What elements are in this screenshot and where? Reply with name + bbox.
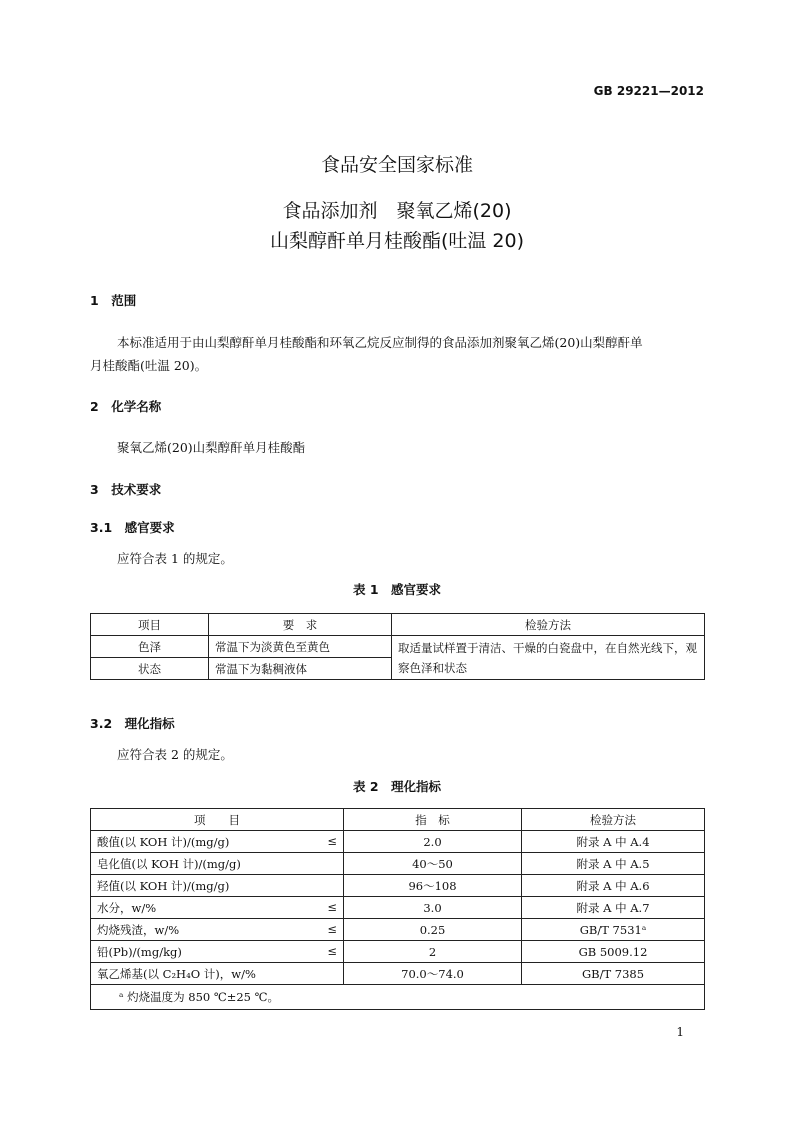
item-label: 灼烧残渣，w/% (97, 922, 180, 937)
table-cell (91, 853, 344, 875)
item-label: 酸值(以 KOH 计)/(mg/g) (97, 834, 230, 849)
table-header-cell: 指 标 (344, 809, 522, 831)
section-2-heading: 2 化学名称 (90, 399, 162, 414)
doc-title-line3: 山梨醇酐单月桂酸酯(吐温 20) (269, 230, 525, 252)
table-cell: 0.25 (344, 919, 522, 941)
table-row (91, 636, 705, 658)
table-row (91, 831, 705, 853)
item-label: 铅(Pb)/(mg/kg) (97, 944, 182, 959)
section-1-heading: 1 范围 (90, 293, 137, 308)
table-cell: 附录 A 中 A.7 (522, 897, 705, 919)
section-3-heading: 3 技术要求 (90, 482, 162, 497)
table-header-cell: 项目 (91, 614, 209, 636)
le-sign: ≤ (327, 943, 337, 958)
table-row (91, 897, 705, 919)
item-label: 皂化值(以 KOH 计)/(mg/g) (97, 856, 241, 871)
table-cell: 附录 A 中 A.5 (522, 853, 705, 875)
table-row (91, 919, 705, 941)
section-2-paragraph: 聚氧乙烯(20)山梨醇酐单月桂酸酯 (117, 440, 306, 455)
table-header-cell: 检验方法 (392, 614, 705, 636)
table-cell (91, 875, 344, 897)
table-2 (90, 808, 705, 1010)
section-3-2-paragraph: 应符合表 2 的规定。 (117, 747, 233, 762)
table-cell: GB 5009.12 (522, 941, 705, 963)
table-footnote-row (91, 985, 705, 1010)
table-cell-method: 取适量试样置于清洁、干燥的白瓷盘中，在自然光线下，观察色泽和状态 (392, 636, 705, 680)
table-cell: 96～108 (344, 875, 522, 897)
table-row (91, 875, 705, 897)
table-cell: GB/T 7385 (522, 963, 705, 985)
table-1-caption: 表 1 感官要求 (352, 582, 442, 597)
section-3-1-paragraph: 应符合表 1 的规定。 (117, 551, 233, 566)
table-cell: GB/T 7531ᵃ (522, 919, 705, 941)
table-2-caption: 表 2 理化指标 (352, 779, 442, 794)
doc-title-line1: 食品安全国家标准 (320, 154, 473, 176)
table-cell: 2 (344, 941, 522, 963)
le-sign: ≤ (327, 833, 337, 848)
table-row (91, 963, 705, 985)
section-3-1-heading: 3.1 感官要求 (90, 520, 175, 535)
le-sign: ≤ (327, 921, 337, 936)
section-1-paragraph-line1: 本标准适用于由山梨醇酐单月桂酸酯和环氧乙烷反应制得的食品添加剂聚氧乙烯(20)山梨醇酐单 (117, 335, 643, 350)
table-cell: 常温下为淡黄色至黄色 (209, 636, 392, 658)
table-cell: 40～50 (344, 853, 522, 875)
item-label: 羟值(以 KOH 计)/(mg/g) (97, 878, 230, 893)
table-cell: 状态 (91, 658, 209, 680)
standard-number: GB 29221—2012 (593, 84, 704, 98)
table-cell: 2.0 (344, 831, 522, 853)
table-cell: 附录 A 中 A.4 (522, 831, 705, 853)
table-header-cell: 检验方法 (522, 809, 705, 831)
table-row (91, 853, 705, 875)
section-1-paragraph-line2: 月桂酸酯(吐温 20)。 (90, 358, 208, 373)
table-cell: 色泽 (91, 636, 209, 658)
table-footnote: ᵃ 灼烧温度为 850 ℃±25 ℃。 (91, 985, 705, 1010)
table-cell: 70.0～74.0 (344, 963, 522, 985)
table-cell: 常温下为黏稠液体 (209, 658, 392, 680)
table-header-row (91, 809, 705, 831)
table-header-cell: 要 求 (209, 614, 392, 636)
table-header-cell: 项 目 (91, 809, 344, 831)
section-3-2-heading: 3.2 理化指标 (90, 716, 175, 731)
table-cell (91, 941, 344, 963)
table-cell: 3.0 (344, 897, 522, 919)
table-cell (91, 963, 344, 985)
le-sign: ≤ (327, 899, 337, 914)
table-header-row (91, 614, 705, 636)
table-cell: 附录 A 中 A.6 (522, 875, 705, 897)
item-label: 水分，w/% (97, 900, 157, 915)
table-cell (91, 897, 344, 919)
page-number: 1 (676, 1025, 684, 1039)
table-cell (91, 919, 344, 941)
doc-title-line2: 食品添加剂 聚氧乙烯(20) (282, 200, 512, 222)
table-row (91, 941, 705, 963)
table-cell (91, 831, 344, 853)
table-1 (90, 613, 705, 680)
item-label: 氧乙烯基(以 C₂H₄O 计)，w/% (97, 966, 256, 981)
